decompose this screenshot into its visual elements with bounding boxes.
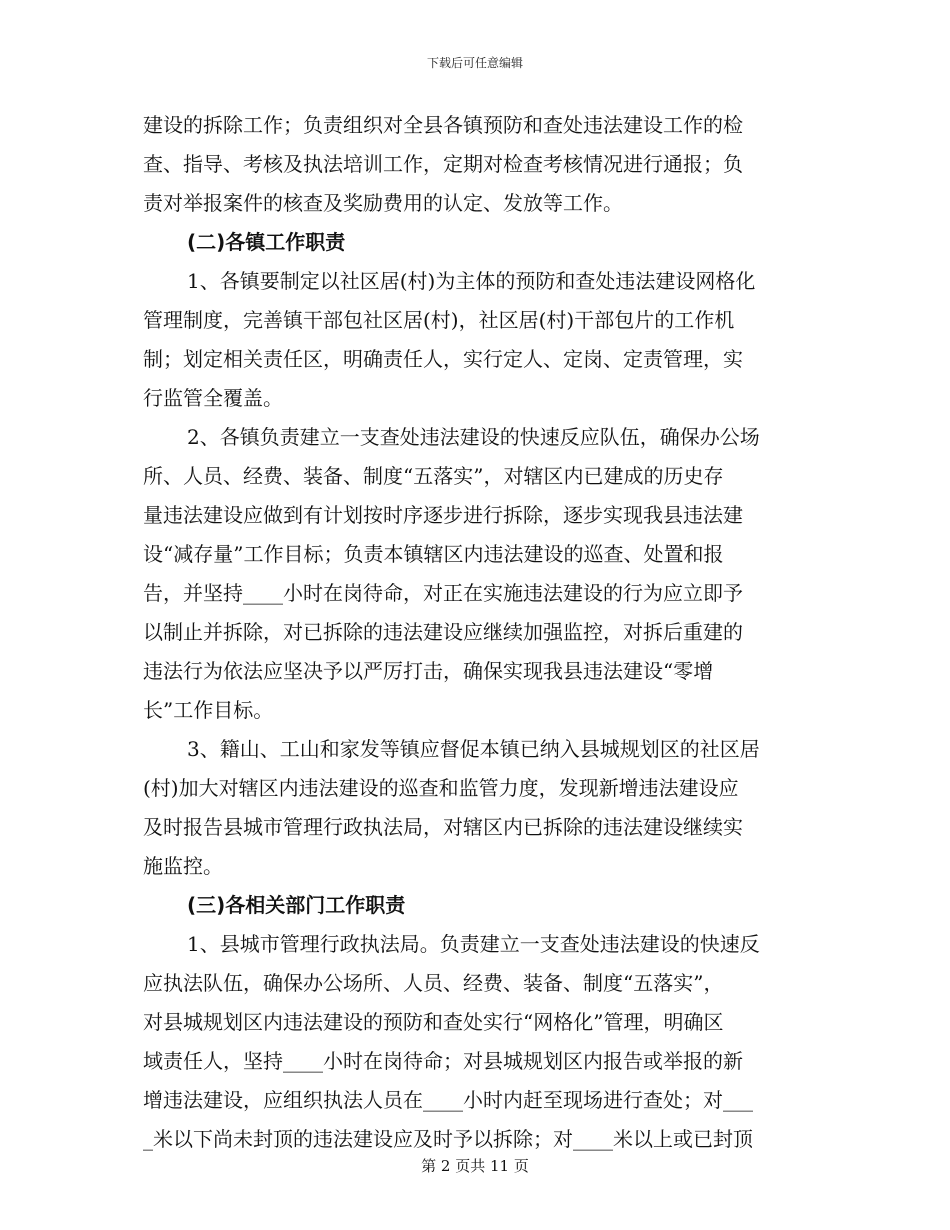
body-line: 管理制度，完善镇干部包社区居(村)，社区居(村)干部包片的工作机 xyxy=(143,308,735,332)
document-body xyxy=(143,106,815,1159)
body-line: 1、县城市管理行政执法局。负责建立一支查处违法建设的快速反 xyxy=(187,932,760,956)
body-line: 查、指导、考核及执法培训工作，定期对检查考核情况进行通报；负 xyxy=(143,152,743,176)
page-header: 下载后可任意编辑 xyxy=(426,56,523,70)
body-line: 对县城规划区内违法建设的预防和查处实行“网格化”管理，明确区 xyxy=(143,1010,724,1034)
body-line: (村)加大对辖区内违法建设的巡查和监管力度，发现新增违法建设应 xyxy=(143,776,739,800)
body-line: 制；划定相关责任区，明确责任人，实行定人、定岗、定责管理，实 xyxy=(143,347,743,371)
body-line: 域责任人，坚持____小时在岗待命；对县城规划区内报告或举报的新 xyxy=(143,1049,743,1073)
body-line: 3、籍山、工山和家发等镇应督促本镇已纳入县城规划区的社区居 xyxy=(187,737,760,761)
body-line: 设“减存量”工作目标；负责本镇辖区内违法建设的巡查、处置和报 xyxy=(143,542,724,566)
body-line: 责对举报案件的核查及奖励费用的认定、发放等工作。 xyxy=(143,191,623,215)
body-line: 以制止并拆除，对已拆除的违法建设应继续加强监控，对拆后重建的 xyxy=(143,620,743,644)
body-line: 长”工作目标。 xyxy=(143,698,274,722)
body-line: 及时报告县城市管理行政执法局，对辖区内已拆除的违法建设继续实 xyxy=(143,815,743,839)
body-line: 违法行为依法应坚决予以严厉打击，确保实现我县违法建设“零增 xyxy=(143,659,714,683)
body-line: 施监控。 xyxy=(143,854,223,878)
body-line: 增违法建设，应组织执法人员在____小时内赶至现场进行查处；对___ xyxy=(143,1088,753,1112)
body-line: 建设的拆除工作；负责组织对全县各镇预防和查处违法建设工作的检 xyxy=(143,113,743,137)
section-heading: (三)各相关部门工作职责 xyxy=(187,893,406,917)
body-line: 行监管全覆盖。 xyxy=(143,386,283,410)
body-line: 2、各镇负责建立一支查处违法建设的快速反应队伍，确保办公场 xyxy=(187,425,760,449)
body-line: 量违法建设应做到有计划按时序逐步进行拆除，逐步实现我县违法建 xyxy=(143,503,743,527)
body-line: 1、各镇要制定以社区居(村)为主体的预防和查处违法建设网格化 xyxy=(187,269,756,293)
section-heading: (二)各镇工作职责 xyxy=(187,230,346,254)
body-line: 所、人员、经费、装备、制度“五落实”，对辖区内已建成的历史存 xyxy=(143,464,724,488)
body-line: 告，并坚持____小时在岗待命，对正在实施违法建设的行为应立即予 xyxy=(143,581,743,605)
body-line: 应执法队伍，确保办公场所、人员、经费、装备、制度“五落实”， xyxy=(143,971,724,995)
body-line: _米以下尚未封顶的违法建设应及时予以拆除；对____米以上或已封顶 xyxy=(143,1127,753,1151)
page-footer: 第 2 页共 11 页 xyxy=(421,1157,529,1175)
